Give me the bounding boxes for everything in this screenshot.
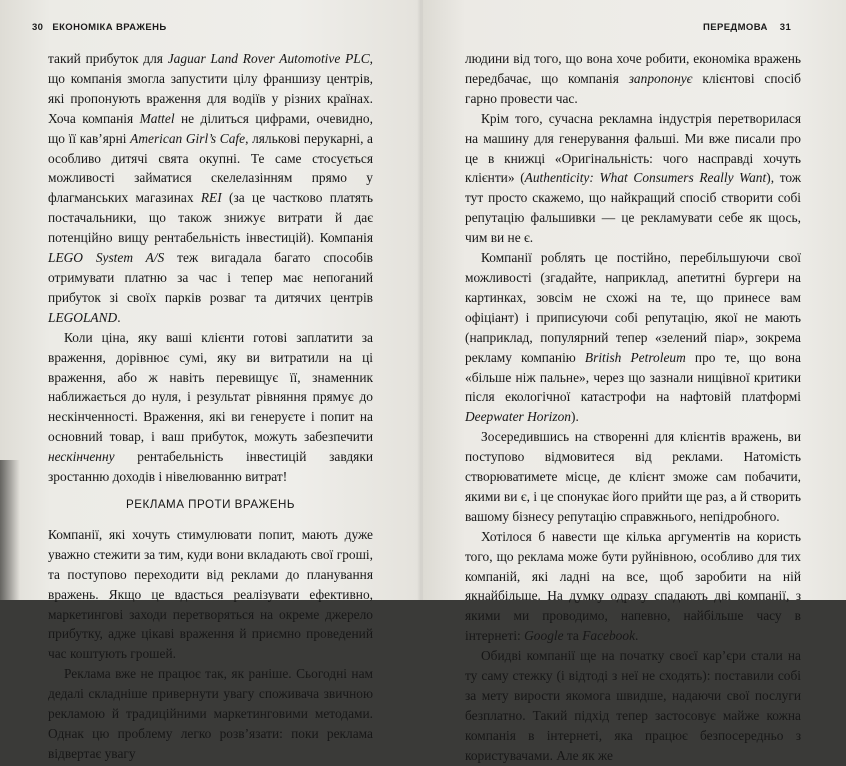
text-run: Зосередившись на створенні для клієнтів вражень, ви поступово відмовитеся від реклами. Натомість створюватимете місце, де клієнт зможе сам побачити, якими ви є, і це спонукає його прийти ще раз, а й створить вашому бізнесу репутацію справжнього, непідробного. [465,429,801,524]
right-page-number: 31 [779,22,792,33]
italic-text: Deepwater Horizon [465,409,572,425]
right-paragraph [465,109,801,248]
right-paragraph [465,427,801,527]
italic-text: LEGO System A/S [48,250,165,266]
left-page-number: 30 [32,22,44,33]
italic-text: Jaguar Land Rover Automotive PLC [167,51,370,66]
text-run: Реклама вже не працює так, як раніше. Сьогодні нам дедалі складніше привернути увагу споживача звичною рекламою й традиційними маркетинговими методами. Однак цю проблему легко розв’язати: поки реклама відвертає увагу [48,666,373,761]
text-run: Крім того, сучасна рекламна індустрія перетворилася на машину для генерування фальші. Ми вже писали про це в книжці «Оригінальність: чого насправді хочуть клієнти» ( [465,110,801,186]
right-page-body [465,49,801,766]
italic-text: Google [524,628,564,644]
right-paragraph [465,527,801,646]
text-run: такий прибуток для [48,51,168,66]
text-run: та [563,628,583,644]
text-run: рентабельність інвестицій завдяки зростанню доходів і нівелюванню витрат! [48,449,373,485]
italic-text: запропонує [628,70,693,86]
text-run: Коли ціна, яку ваші клієнти готові заплатити за враження, дорівнює сумі, яку ви витратили на ці враження, або ж навіть перевищує її, знаменник наближається до нуля, і результат рівняння прямує до нескінченності. Враження, які ви генеруєте і попит на основний товар, і ваш прибуток, можуть забезпечити [48,329,373,445]
text-run: Хотілося б навести ще кілька аргументів на користь того, що реклама може бути руйнівною, особливо для тих компаній, які ладні на все, щоб заробити на ній якнайбільше. На думку одразу спадають дві компанії, з якими ми проводимо, напевно, найбільше часу в інтернеті: [465,528,801,644]
left-paragraph [48,664,373,764]
left-running-title: ЕКОНОМІКА ВРАЖЕНЬ [52,22,167,33]
right-paragraph [465,646,801,765]
text-run: Компанії роблять це постійно, перебільшуючи свої можливості (згадайте, наприклад, апетитні бургери на картинках, зовсім не схожі на те, що принесе вам офіціант) і приписуючи собі репутацію, якої не мають (наприклад, популярний тепер «зелений піар», зокрема рекламу компанію [465,250,801,365]
left-page [0,0,421,761]
text-run: , лялькові перукарні, а особливо дитячі свята окупні. Те саме стосується можливості займатися скелелазінням прямо у флагманських магазинах [48,130,374,206]
right-running-head [703,22,791,38]
right-paragraph [465,49,801,109]
left-running-head [32,22,167,38]
right-page [423,0,846,763]
text-run: . [635,628,639,644]
text-run: ). [571,409,579,425]
text-run: клієнтові спосіб гарно провести час. [465,70,801,106]
italic-text: LEGOLAND [48,309,118,325]
text-run: Компанії, які хочуть стимулювати попит, мають дуже уважно стежити за тим, куди вони вкладають свої гроші, та поступово переходити від реклами до планування вражень. Якщо це вдасться реалізувати ефективно, маркетингові заходи перетворяться на окреме джерело прибутку, адже цікаві враження й приємно проведений час коштують грошей. [48,526,373,662]
text-run: не ділиться цифрами, очевидно, що її кав’ярні [48,110,373,146]
text-run: про те, що вона «більше ніж пальне», через що зазнали нищівної критики після екологічної катастрофи на нафтовій платформі [465,349,801,405]
text-run: РЕКЛАМА ПРОТИ ВРАЖЕНЬ [126,497,295,511]
text-run: (за це частково платять постачальники, що також знижує витрати й дає потенційно вищу рентабельність інвестицій). Компанія [48,190,373,246]
italic-text: Mattel [139,110,175,126]
left-page-body [48,49,373,764]
text-run: людини від того, що вона хоче робити, економіка вражень передбачає, що компанія [465,51,801,86]
italic-text: Authenticity: What Consumers Really Want [524,170,767,186]
text-run: , що компанія змогла запустити цілу франшизу центрів, які пропонують враження для водіїв у різних країнах. Хоча компанія [48,51,373,126]
left-paragraph [48,49,373,328]
left-section-heading [48,497,373,513]
italic-text: нескінченну [48,449,115,465]
right-paragraph [465,248,801,427]
text-run: . [117,309,121,325]
left-paragraph [48,525,373,664]
italic-text: American Girl’s Cafe [130,130,246,146]
italic-text: REI [200,190,222,206]
left-paragraph [48,328,373,487]
right-running-title: ПЕРЕДМОВА [703,22,768,33]
text-run: теж вигадала багато способів отримувати платню за час і тепер має непоганий прибуток зі своїх парків розваг та дитячих центрів [48,250,373,305]
italic-text: Facebook [582,628,636,644]
italic-text: British Petroleum [584,349,686,365]
text-run: ), тож тут просто скажемо, що найкращий спосіб створити собі репутацію фальшивки — це рекламувати себе як щось, чим ви не є. [465,170,801,246]
page-edge-shadow [0,460,20,600]
text-run: Обидві компанії ще на початку своєї кар’єри стали на ту саму стежку (і відтоді з неї не сходять): поставили собі за мету вирости якомога швидше, надаючи свої послуги безплатно. Такий підхід тепер застосовує майже кожна компанія в інтернеті, яка працює безпосередньо з користувачами. Але як же [465,648,801,763]
